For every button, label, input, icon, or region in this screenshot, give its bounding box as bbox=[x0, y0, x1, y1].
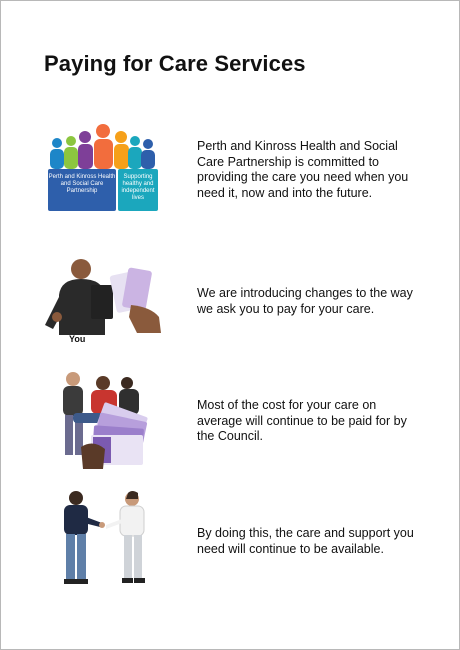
section-text-2: We are introducing changes to the way we ask you to pay for your care. bbox=[197, 286, 413, 316]
people-figures-icon bbox=[47, 123, 159, 173]
logo-right-panel bbox=[118, 169, 158, 211]
man-with-cards-photo bbox=[41, 255, 166, 335]
partnership-logo bbox=[47, 123, 159, 213]
you-caption: You bbox=[69, 334, 86, 344]
logo-right-text: Supporting healthy and independent lives bbox=[121, 174, 155, 201]
logo-left-text: Perth and Kinross Health and Social Care Partnership bbox=[48, 174, 116, 194]
council-paying-photo bbox=[53, 369, 158, 469]
section-text-4: By doing this, the care and support you need will continue to be available. bbox=[197, 526, 414, 556]
page-title: Paying for Care Services bbox=[44, 51, 306, 76]
section-text-1: Perth and Kinross Health and Social Care Partnership is committed to providing the care you need when you need it, now and into the future. bbox=[197, 139, 409, 200]
section-text-3: Most of the cost for your care on average will continue to be paid for by the Council. bbox=[197, 398, 407, 443]
handshake-photo bbox=[56, 489, 156, 587]
logo-left-panel bbox=[48, 169, 116, 211]
